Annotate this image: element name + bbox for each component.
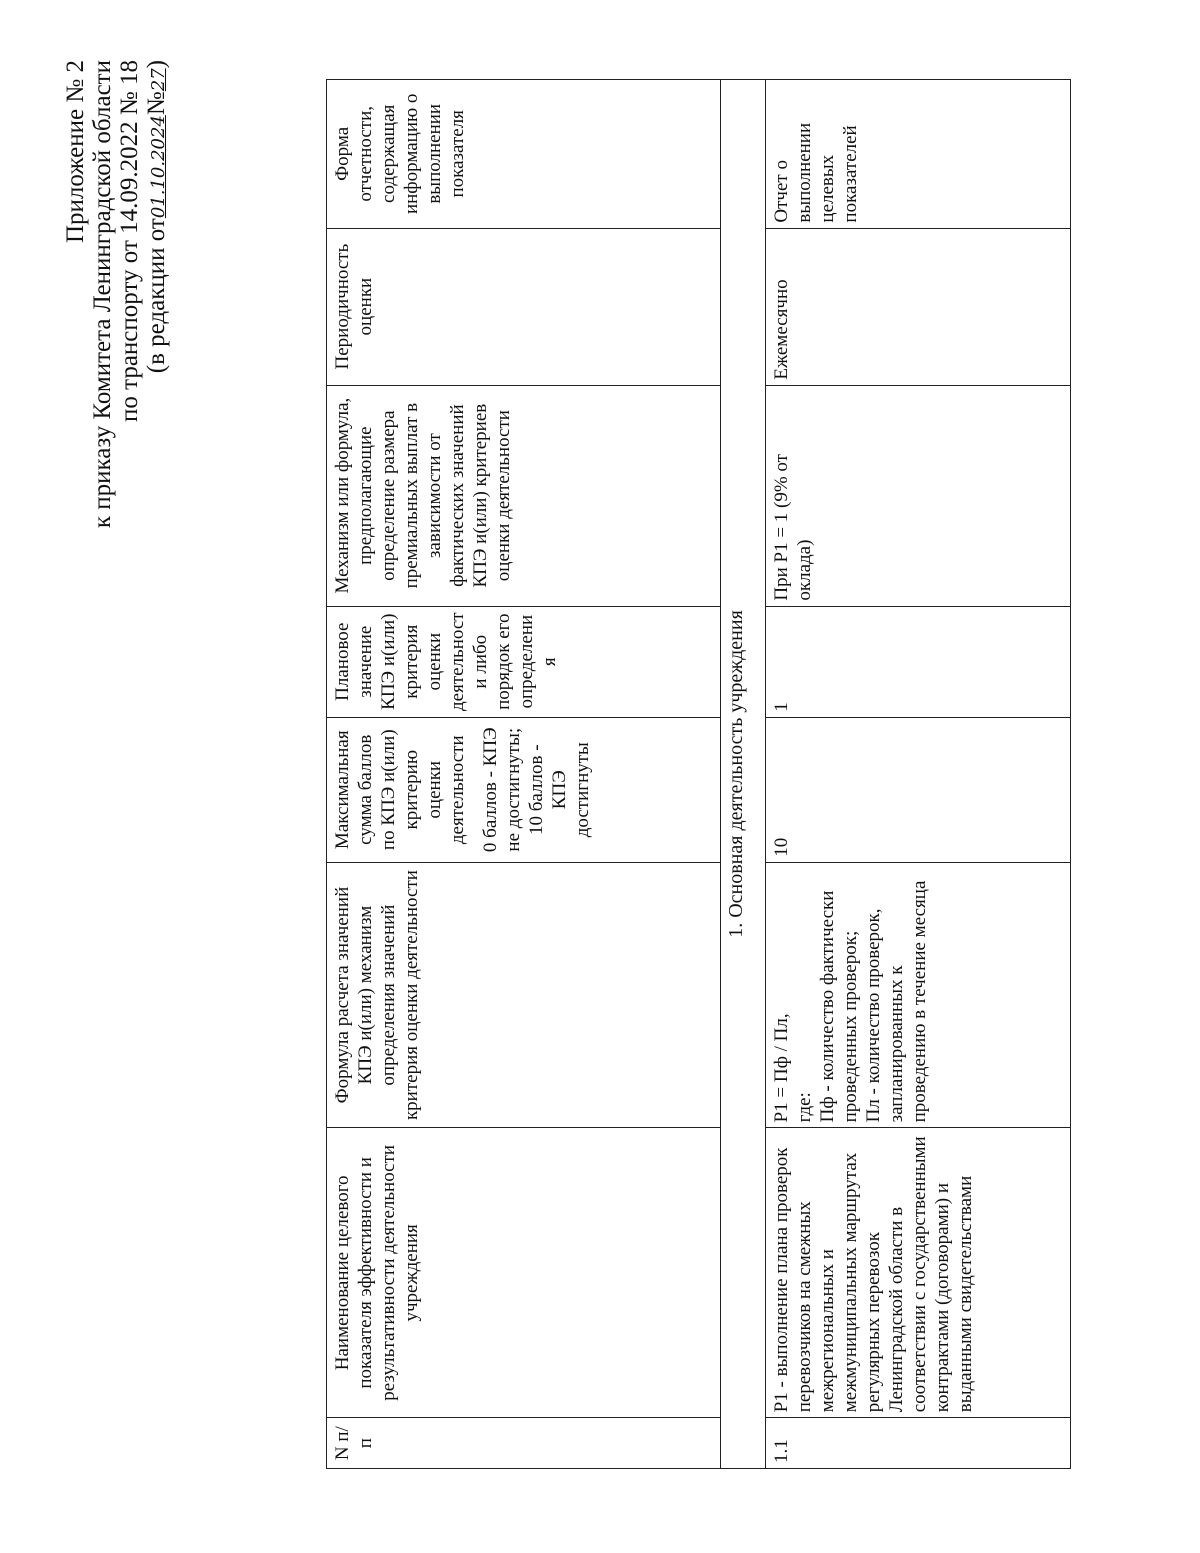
header-formula: Формула расчета значений КПЭ и(или) механизм определения значений критерия оценки деятельности [327,862,721,1128]
formula-line: Пф - количество фактически проведенных проверок; [817,890,861,1123]
row-period: Ежемесячно [766,228,1071,385]
document-header [62,60,172,528]
row-name: Р1 - выполнение плана проверок перевозчиков на смежных межрегиональных и межмуниципальных маршрутах регулярных перевозок Ленинградской области в соответствии с государственными контрактами (договорами) и выданными свидетельствами [766,1128,1071,1418]
header-mechanism: Механизм или формула, предполагающие определение размера премиальных выплат в зависимости от фактических значений КПЭ и(или) критериев оценки деятельности [327,385,721,606]
row-mechanism: При Р1 = 1 (9% от оклада) [766,385,1071,606]
row-report: Отчет о выполнении целевых показателей [766,80,1071,229]
kpi-table [326,79,1071,1469]
formula-line: где: [794,1092,815,1123]
revision-date: 01.10.2024 [148,115,169,219]
row-max-score: 10 [766,717,1071,862]
order-date-number: по транспорту от 14.09.2022 № 18 [116,60,143,423]
header-max-score [327,717,721,862]
revision-suffix: ) [143,60,170,69]
row-formula [766,862,1071,1128]
table-row [766,80,1071,1469]
appendix-title: Приложение № 2 [62,60,89,244]
formula-line: Пл - количество проверок, запланированных к проведению в течение месяца [863,880,930,1123]
order-reference: к приказу Комитета Ленинградской области [89,60,116,529]
row-plan: 1 [766,606,1071,717]
header-report: Форма отчетности, содержащая информацию о выполнении показателя [327,80,721,229]
header-num: N п/п [327,1418,721,1469]
header-period: Периодичность оценки [327,228,721,385]
revision-number: 27 [148,68,169,92]
formula-line: Р1 = Пф / Пл, [771,1013,792,1123]
row-num: 1.1 [766,1418,1071,1469]
table-header-row [327,80,721,1469]
section-row [721,80,766,1469]
revision-no-sign: № [143,91,170,116]
header-max-score-note: 0 баллов - КПЭ не достигнуты; 10 баллов - КПЭ достигнуты [480,727,593,853]
header-plan: Плановое значение КПЭ и(или) критерия оценки деятельности либо порядок его определения [327,606,721,717]
header-name: Наименование целевого показателя эффективности и результативности деятельности учреждения [327,1128,721,1418]
revision-note [143,60,172,528]
header-max-score-title: Максимальная сумма баллов по КПЭ и(или) критерию оценки деятельности [332,729,468,851]
revision-prefix: (в редакции от [143,218,170,374]
section-title: 1. Основная деятельность учреждения [721,80,766,1469]
